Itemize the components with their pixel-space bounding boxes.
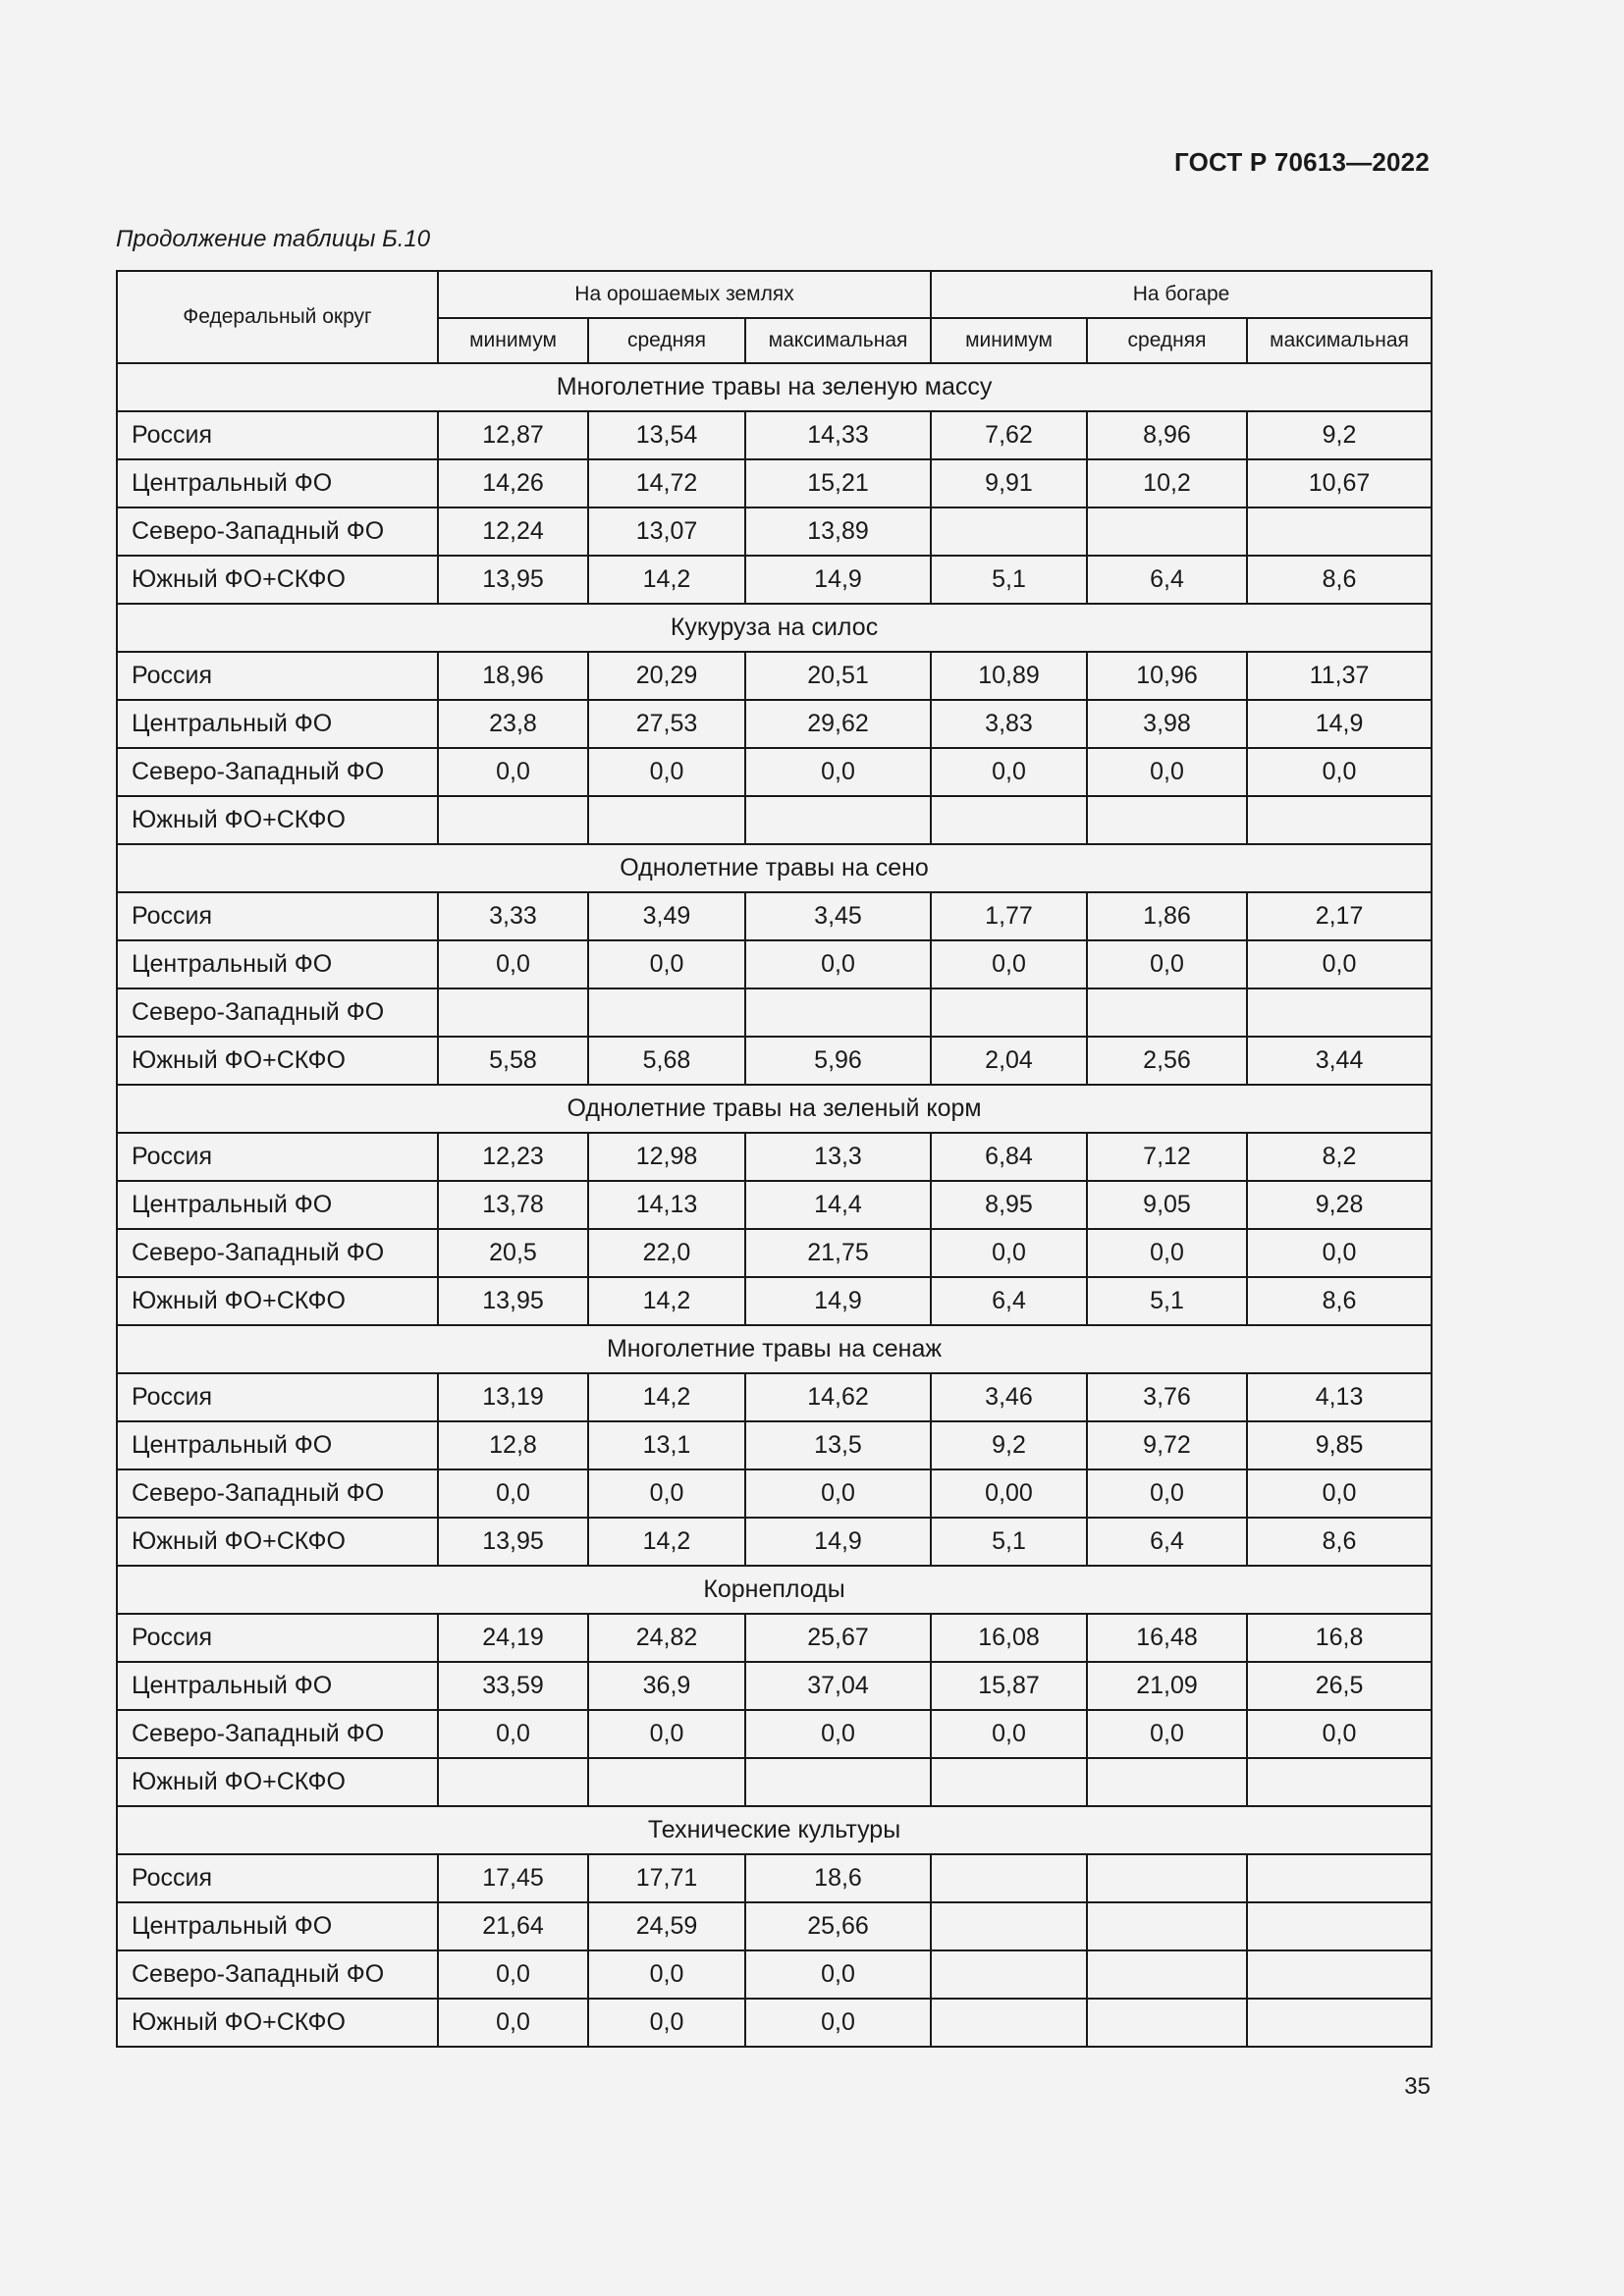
- value-cell-irrigated-min: 0,0: [438, 748, 588, 796]
- value-cell-irrigated-min: 14,26: [438, 459, 588, 507]
- table-row: [117, 1662, 1432, 1710]
- value-cell-rainfed-avg: 10,2: [1087, 459, 1247, 507]
- header-rainfed-max: максимальная: [1247, 318, 1432, 363]
- table-row: [117, 1421, 1432, 1469]
- region-cell: Южный ФО+СКФО: [117, 1277, 438, 1325]
- region-cell: Россия: [117, 1133, 438, 1181]
- value-cell-irrigated-avg: 0,0: [588, 1469, 745, 1518]
- section-title: Однолетние травы на сено: [117, 844, 1432, 892]
- value-cell-rainfed-max: 2,17: [1247, 892, 1432, 940]
- region-cell: Россия: [117, 411, 438, 459]
- value-cell-rainfed-avg: [1087, 1758, 1247, 1806]
- value-cell-irrigated-min: 33,59: [438, 1662, 588, 1710]
- value-cell-rainfed-min: 0,0: [931, 940, 1087, 988]
- table-row: [117, 748, 1432, 796]
- value-cell-irrigated-min: 13,95: [438, 1518, 588, 1566]
- section-title: Однолетние травы на зеленый корм: [117, 1085, 1432, 1133]
- table-row: [117, 1373, 1432, 1421]
- region-cell: Северо-Западный ФО: [117, 1950, 438, 1999]
- value-cell-irrigated-min: 20,5: [438, 1229, 588, 1277]
- value-cell-irrigated-min: 5,58: [438, 1037, 588, 1085]
- value-cell-rainfed-min: [931, 796, 1087, 844]
- value-cell-irrigated-avg: [588, 796, 745, 844]
- value-cell-rainfed-avg: 3,76: [1087, 1373, 1247, 1421]
- value-cell-rainfed-min: 10,89: [931, 652, 1087, 700]
- value-cell-rainfed-min: 7,62: [931, 411, 1087, 459]
- header-rainfed-avg: средняя: [1087, 318, 1247, 363]
- region-cell: Южный ФО+СКФО: [117, 1758, 438, 1806]
- value-cell-rainfed-max: [1247, 1999, 1432, 2047]
- value-cell-irrigated-avg: 14,72: [588, 459, 745, 507]
- table-caption: Продолжение таблицы Б.10: [116, 226, 431, 252]
- value-cell-rainfed-min: 0,0: [931, 1710, 1087, 1758]
- value-cell-rainfed-max: 8,6: [1247, 1277, 1432, 1325]
- section-title: Корнеплоды: [117, 1566, 1432, 1614]
- region-cell: Южный ФО+СКФО: [117, 796, 438, 844]
- value-cell-rainfed-max: 4,13: [1247, 1373, 1432, 1421]
- header-group-rainfed: На богаре: [931, 271, 1432, 318]
- section-row: [117, 363, 1432, 411]
- value-cell-irrigated-min: 12,87: [438, 411, 588, 459]
- value-cell-irrigated-min: 0,0: [438, 940, 588, 988]
- table-row: [117, 892, 1432, 940]
- value-cell-irrigated-avg: 14,2: [588, 556, 745, 604]
- region-cell: Северо-Западный ФО: [117, 988, 438, 1037]
- table-row: [117, 1614, 1432, 1662]
- table-row: [117, 700, 1432, 748]
- region-cell: Южный ФО+СКФО: [117, 556, 438, 604]
- table-row: [117, 1854, 1432, 1902]
- value-cell-irrigated-max: 20,51: [745, 652, 931, 700]
- value-cell-rainfed-max: 0,0: [1247, 1229, 1432, 1277]
- value-cell-irrigated-avg: 22,0: [588, 1229, 745, 1277]
- header-rainfed-min: минимум: [931, 318, 1087, 363]
- value-cell-irrigated-min: 13,78: [438, 1181, 588, 1229]
- table-row: [117, 1277, 1432, 1325]
- value-cell-irrigated-max: 14,9: [745, 556, 931, 604]
- value-cell-rainfed-min: 0,0: [931, 748, 1087, 796]
- value-cell-irrigated-max: 29,62: [745, 700, 931, 748]
- value-cell-rainfed-avg: [1087, 1999, 1247, 2047]
- value-cell-irrigated-max: [745, 796, 931, 844]
- value-cell-irrigated-avg: [588, 988, 745, 1037]
- value-cell-rainfed-max: 9,2: [1247, 411, 1432, 459]
- value-cell-irrigated-avg: 36,9: [588, 1662, 745, 1710]
- region-cell: Центральный ФО: [117, 1181, 438, 1229]
- value-cell-irrigated-min: 13,19: [438, 1373, 588, 1421]
- value-cell-irrigated-min: 23,8: [438, 700, 588, 748]
- value-cell-irrigated-avg: [588, 1758, 745, 1806]
- value-cell-irrigated-avg: 13,1: [588, 1421, 745, 1469]
- value-cell-irrigated-avg: 0,0: [588, 1710, 745, 1758]
- region-cell: Россия: [117, 1614, 438, 1662]
- value-cell-rainfed-min: 3,46: [931, 1373, 1087, 1421]
- region-cell: Южный ФО+СКФО: [117, 1518, 438, 1566]
- value-cell-irrigated-max: 21,75: [745, 1229, 931, 1277]
- header-irrigated-avg: средняя: [588, 318, 745, 363]
- value-cell-rainfed-max: [1247, 796, 1432, 844]
- value-cell-irrigated-avg: 14,2: [588, 1277, 745, 1325]
- value-cell-irrigated-min: 0,0: [438, 1950, 588, 1999]
- value-cell-rainfed-max: [1247, 1758, 1432, 1806]
- value-cell-rainfed-avg: 9,72: [1087, 1421, 1247, 1469]
- section-title: Технические культуры: [117, 1806, 1432, 1854]
- value-cell-irrigated-avg: 0,0: [588, 1999, 745, 2047]
- value-cell-irrigated-avg: 24,59: [588, 1902, 745, 1950]
- table-row: [117, 556, 1432, 604]
- region-cell: Центральный ФО: [117, 1421, 438, 1469]
- value-cell-irrigated-min: 0,0: [438, 1710, 588, 1758]
- value-cell-irrigated-max: 25,67: [745, 1614, 931, 1662]
- value-cell-irrigated-min: 12,24: [438, 507, 588, 556]
- section-row: [117, 604, 1432, 652]
- region-cell: Центральный ФО: [117, 1902, 438, 1950]
- value-cell-irrigated-avg: 27,53: [588, 700, 745, 748]
- value-cell-irrigated-min: 0,0: [438, 1469, 588, 1518]
- section-title: Многолетние травы на сенаж: [117, 1325, 1432, 1373]
- table-row: [117, 1710, 1432, 1758]
- value-cell-irrigated-min: 12,23: [438, 1133, 588, 1181]
- table-row: [117, 459, 1432, 507]
- value-cell-rainfed-max: 11,37: [1247, 652, 1432, 700]
- value-cell-rainfed-avg: 8,96: [1087, 411, 1247, 459]
- value-cell-irrigated-avg: 14,13: [588, 1181, 745, 1229]
- table-row: [117, 1999, 1432, 2047]
- value-cell-rainfed-avg: [1087, 1902, 1247, 1950]
- value-cell-rainfed-max: 0,0: [1247, 1469, 1432, 1518]
- header-region: Федеральный округ: [117, 271, 438, 363]
- table-row: [117, 796, 1432, 844]
- value-cell-rainfed-max: [1247, 507, 1432, 556]
- value-cell-irrigated-max: 18,6: [745, 1854, 931, 1902]
- value-cell-rainfed-avg: 5,1: [1087, 1277, 1247, 1325]
- value-cell-rainfed-avg: 6,4: [1087, 1518, 1247, 1566]
- table-row: [117, 1229, 1432, 1277]
- table-row: [117, 1469, 1432, 1518]
- value-cell-irrigated-avg: 20,29: [588, 652, 745, 700]
- value-cell-rainfed-min: 9,2: [931, 1421, 1087, 1469]
- value-cell-rainfed-max: 8,2: [1247, 1133, 1432, 1181]
- value-cell-irrigated-avg: 3,49: [588, 892, 745, 940]
- value-cell-rainfed-avg: 6,4: [1087, 556, 1247, 604]
- value-cell-rainfed-min: 15,87: [931, 1662, 1087, 1710]
- value-cell-irrigated-avg: 17,71: [588, 1854, 745, 1902]
- region-cell: Северо-Западный ФО: [117, 507, 438, 556]
- value-cell-rainfed-max: 10,67: [1247, 459, 1432, 507]
- value-cell-rainfed-min: [931, 1854, 1087, 1902]
- value-cell-rainfed-min: 0,00: [931, 1469, 1087, 1518]
- region-cell: Центральный ФО: [117, 1662, 438, 1710]
- region-cell: Северо-Западный ФО: [117, 748, 438, 796]
- value-cell-irrigated-max: 0,0: [745, 1950, 931, 1999]
- value-cell-irrigated-avg: 0,0: [588, 1950, 745, 1999]
- value-cell-rainfed-max: 9,85: [1247, 1421, 1432, 1469]
- region-cell: Центральный ФО: [117, 459, 438, 507]
- value-cell-rainfed-max: [1247, 1950, 1432, 1999]
- region-cell: Россия: [117, 892, 438, 940]
- value-cell-rainfed-min: 8,95: [931, 1181, 1087, 1229]
- value-cell-rainfed-min: [931, 1902, 1087, 1950]
- value-cell-irrigated-max: 0,0: [745, 1999, 931, 2047]
- value-cell-rainfed-max: 3,44: [1247, 1037, 1432, 1085]
- value-cell-rainfed-min: 5,1: [931, 1518, 1087, 1566]
- value-cell-rainfed-min: 16,08: [931, 1614, 1087, 1662]
- section-row: [117, 1806, 1432, 1854]
- section-row: [117, 1566, 1432, 1614]
- value-cell-rainfed-avg: 0,0: [1087, 1469, 1247, 1518]
- value-cell-irrigated-max: 37,04: [745, 1662, 931, 1710]
- region-cell: Россия: [117, 1373, 438, 1421]
- value-cell-irrigated-avg: 14,2: [588, 1373, 745, 1421]
- value-cell-irrigated-max: 0,0: [745, 1469, 931, 1518]
- value-cell-irrigated-avg: 13,07: [588, 507, 745, 556]
- value-cell-irrigated-max: [745, 1758, 931, 1806]
- header-group-irrigated: На орошаемых землях: [438, 271, 931, 318]
- table-row: [117, 1950, 1432, 1999]
- value-cell-rainfed-avg: 0,0: [1087, 1229, 1247, 1277]
- table-row: [117, 507, 1432, 556]
- value-cell-rainfed-min: 5,1: [931, 556, 1087, 604]
- value-cell-rainfed-avg: 0,0: [1087, 748, 1247, 796]
- value-cell-irrigated-avg: 13,54: [588, 411, 745, 459]
- value-cell-rainfed-max: 0,0: [1247, 748, 1432, 796]
- value-cell-rainfed-min: [931, 988, 1087, 1037]
- table-row: [117, 1037, 1432, 1085]
- value-cell-irrigated-avg: 5,68: [588, 1037, 745, 1085]
- value-cell-rainfed-max: 16,8: [1247, 1614, 1432, 1662]
- value-cell-rainfed-min: [931, 1758, 1087, 1806]
- value-cell-rainfed-min: 3,83: [931, 700, 1087, 748]
- value-cell-irrigated-max: 14,33: [745, 411, 931, 459]
- value-cell-rainfed-max: [1247, 1902, 1432, 1950]
- value-cell-rainfed-max: [1247, 988, 1432, 1037]
- value-cell-rainfed-max: 14,9: [1247, 700, 1432, 748]
- value-cell-rainfed-avg: 7,12: [1087, 1133, 1247, 1181]
- value-cell-rainfed-avg: [1087, 1854, 1247, 1902]
- value-cell-irrigated-max: 13,89: [745, 507, 931, 556]
- table-row: [117, 411, 1432, 459]
- document-code: ГОСТ Р 70613—2022: [1174, 147, 1430, 177]
- value-cell-rainfed-avg: [1087, 796, 1247, 844]
- value-cell-rainfed-min: 2,04: [931, 1037, 1087, 1085]
- value-cell-rainfed-max: 0,0: [1247, 1710, 1432, 1758]
- value-cell-rainfed-max: 9,28: [1247, 1181, 1432, 1229]
- value-cell-irrigated-avg: 24,82: [588, 1614, 745, 1662]
- table-row: [117, 1518, 1432, 1566]
- region-cell: Северо-Западный ФО: [117, 1710, 438, 1758]
- data-table: [116, 270, 1433, 2048]
- value-cell-rainfed-avg: 9,05: [1087, 1181, 1247, 1229]
- table-row: [117, 988, 1432, 1037]
- value-cell-irrigated-max: 14,4: [745, 1181, 931, 1229]
- value-cell-rainfed-min: [931, 1950, 1087, 1999]
- region-cell: Северо-Западный ФО: [117, 1469, 438, 1518]
- table-row: [117, 1758, 1432, 1806]
- value-cell-rainfed-avg: 3,98: [1087, 700, 1247, 748]
- region-cell: Центральный ФО: [117, 700, 438, 748]
- value-cell-irrigated-avg: 0,0: [588, 940, 745, 988]
- region-cell: Россия: [117, 1854, 438, 1902]
- value-cell-irrigated-min: 13,95: [438, 556, 588, 604]
- value-cell-irrigated-min: [438, 796, 588, 844]
- value-cell-irrigated-max: 13,5: [745, 1421, 931, 1469]
- value-cell-rainfed-min: [931, 507, 1087, 556]
- value-cell-irrigated-min: 12,8: [438, 1421, 588, 1469]
- section-title: Кукуруза на силос: [117, 604, 1432, 652]
- value-cell-rainfed-min: 0,0: [931, 1229, 1087, 1277]
- header-irrigated-min: минимум: [438, 318, 588, 363]
- value-cell-rainfed-min: 9,91: [931, 459, 1087, 507]
- region-cell: Центральный ФО: [117, 940, 438, 988]
- table-row: [117, 940, 1432, 988]
- value-cell-rainfed-min: 6,4: [931, 1277, 1087, 1325]
- value-cell-irrigated-max: 14,9: [745, 1277, 931, 1325]
- section-row: [117, 1325, 1432, 1373]
- page-number: 35: [1404, 2073, 1431, 2100]
- table-row: [117, 1181, 1432, 1229]
- value-cell-irrigated-max: 15,21: [745, 459, 931, 507]
- section-row: [117, 844, 1432, 892]
- value-cell-rainfed-max: [1247, 1854, 1432, 1902]
- value-cell-irrigated-min: [438, 1758, 588, 1806]
- region-cell: Южный ФО+СКФО: [117, 1037, 438, 1085]
- value-cell-irrigated-avg: 12,98: [588, 1133, 745, 1181]
- value-cell-rainfed-avg: 0,0: [1087, 1710, 1247, 1758]
- table-row: [117, 652, 1432, 700]
- section-title: Многолетние травы на зеленую массу: [117, 363, 1432, 411]
- value-cell-irrigated-min: 0,0: [438, 1999, 588, 2047]
- value-cell-irrigated-max: [745, 988, 931, 1037]
- table-row: [117, 1902, 1432, 1950]
- value-cell-rainfed-avg: 10,96: [1087, 652, 1247, 700]
- value-cell-rainfed-avg: 16,48: [1087, 1614, 1247, 1662]
- value-cell-irrigated-min: 3,33: [438, 892, 588, 940]
- value-cell-rainfed-avg: [1087, 1950, 1247, 1999]
- value-cell-rainfed-avg: 1,86: [1087, 892, 1247, 940]
- value-cell-irrigated-min: 18,96: [438, 652, 588, 700]
- value-cell-irrigated-min: 21,64: [438, 1902, 588, 1950]
- value-cell-irrigated-max: 13,3: [745, 1133, 931, 1181]
- region-cell: Россия: [117, 652, 438, 700]
- table-row: [117, 1133, 1432, 1181]
- header-irrigated-max: максимальная: [745, 318, 931, 363]
- value-cell-rainfed-min: 1,77: [931, 892, 1087, 940]
- value-cell-rainfed-max: 26,5: [1247, 1662, 1432, 1710]
- value-cell-irrigated-max: 25,66: [745, 1902, 931, 1950]
- table-body: [117, 363, 1432, 2047]
- value-cell-irrigated-max: 0,0: [745, 940, 931, 988]
- value-cell-irrigated-min: 24,19: [438, 1614, 588, 1662]
- value-cell-irrigated-max: 14,9: [745, 1518, 931, 1566]
- value-cell-rainfed-max: 0,0: [1247, 940, 1432, 988]
- value-cell-rainfed-min: [931, 1999, 1087, 2047]
- value-cell-rainfed-max: 8,6: [1247, 556, 1432, 604]
- value-cell-irrigated-avg: 14,2: [588, 1518, 745, 1566]
- region-cell: Южный ФО+СКФО: [117, 1999, 438, 2047]
- value-cell-rainfed-max: 8,6: [1247, 1518, 1432, 1566]
- value-cell-rainfed-avg: 21,09: [1087, 1662, 1247, 1710]
- value-cell-rainfed-avg: [1087, 988, 1247, 1037]
- value-cell-irrigated-min: 13,95: [438, 1277, 588, 1325]
- value-cell-irrigated-avg: 0,0: [588, 748, 745, 796]
- region-cell: Северо-Западный ФО: [117, 1229, 438, 1277]
- value-cell-irrigated-max: 14,62: [745, 1373, 931, 1421]
- value-cell-irrigated-min: 17,45: [438, 1854, 588, 1902]
- value-cell-irrigated-max: 5,96: [745, 1037, 931, 1085]
- value-cell-irrigated-max: 0,0: [745, 1710, 931, 1758]
- value-cell-rainfed-avg: [1087, 507, 1247, 556]
- value-cell-irrigated-max: 3,45: [745, 892, 931, 940]
- value-cell-rainfed-avg: 0,0: [1087, 940, 1247, 988]
- value-cell-rainfed-avg: 2,56: [1087, 1037, 1247, 1085]
- section-row: [117, 1085, 1432, 1133]
- value-cell-irrigated-min: [438, 988, 588, 1037]
- value-cell-irrigated-max: 0,0: [745, 748, 931, 796]
- value-cell-rainfed-min: 6,84: [931, 1133, 1087, 1181]
- table-header: [117, 271, 1432, 363]
